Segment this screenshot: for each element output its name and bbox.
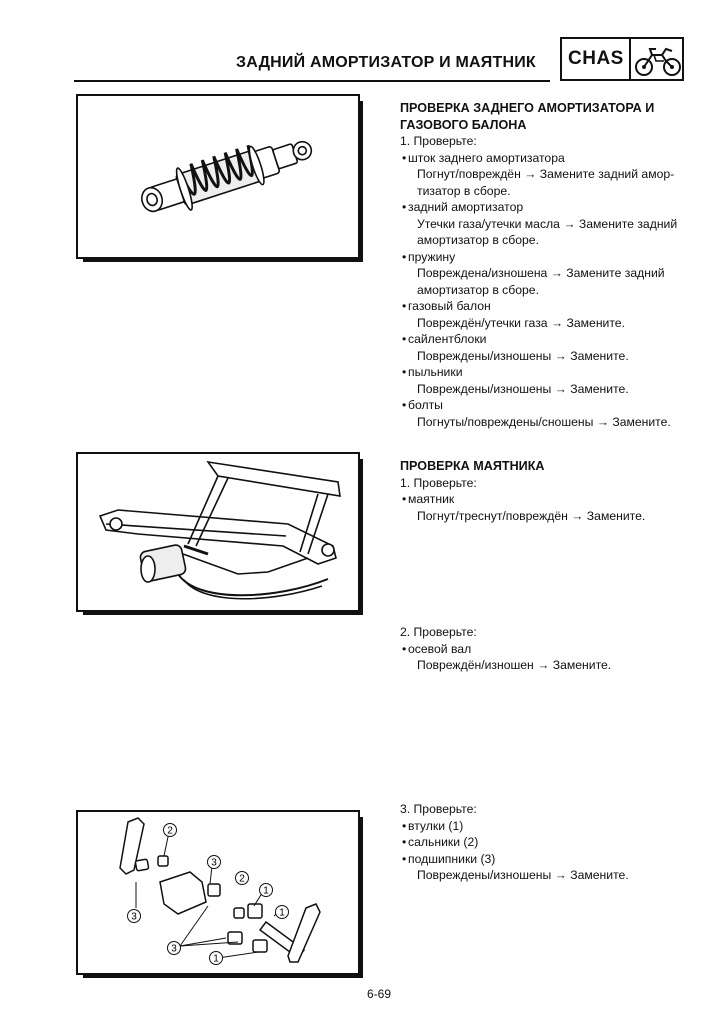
pivot-shaft-check [400,624,705,674]
section-heading: ПРОВЕРКА ЗАДНЕГО АМОРТИЗАТОРА И [400,101,655,115]
list-item-detail: Погнуты/повреждены/сношены → Замените. [417,414,671,429]
shock-absorber-figure [76,94,360,259]
list-item-detail: Погнут/повреждён → Замените задний амор- [417,167,675,181]
bushings-check [400,801,705,884]
callout-1-a: 1 [263,885,269,897]
badge-text: CHAS [568,48,624,69]
callout-2-b: 2 [239,873,245,885]
list-item-detail: Повреждены/изношены → Замените. [417,868,629,882]
list-item-bullet: • осевой вал [400,641,705,658]
section-badge [560,37,684,81]
callout-3-c: 3 [171,943,177,955]
swingarm-figure [76,452,360,612]
shock-inspection-section [400,100,705,430]
list-item-detail: Повреждён/изношен → Замените. [417,658,612,672]
page-number: 6-69 [367,987,392,1001]
section-heading: ПРОВЕРКА МАЯТНИКА [400,459,545,473]
motorcycle-icon [634,43,682,77]
list-item-detail: Повреждены/изношены → Замените. [417,348,629,363]
header-rule [74,80,550,82]
list-item-bullet: • подшипники (3) [400,851,705,868]
callout-1-c: 1 [213,953,219,965]
callout-2-a: 2 [167,825,173,837]
list-item-bullet: • пружину [400,249,705,266]
list-item-detail: Повреждены/изношены → Замените. [417,381,629,396]
list-item-bullet: • газовый балон [400,298,705,315]
step-label: 3. Проверьте: [400,802,477,816]
linkage-parts-figure [76,810,360,975]
linkage-parts-illustration [78,812,358,973]
callout-3-b: 3 [131,911,137,923]
step-label: 2. Проверьте: [400,625,477,639]
list-item-bullet: • задний амортизатор [400,199,705,216]
badge-divider [629,39,631,79]
callout-1-b: 1 [279,907,285,919]
swingarm-inspection-section [400,458,705,524]
callout-3-a: 3 [211,857,217,869]
step-label: 1. Проверьте: [400,134,477,148]
list-item-bullet: • пыльники [400,364,705,381]
list-item-detail: Погнут/треснут/повреждён → Замените. [417,508,646,523]
list-item-bullet: • шток заднего амортизатора [400,150,705,167]
list-item-detail: Повреждена/изношена → Замените задний [417,266,665,280]
shock-absorber-illustration [78,96,358,257]
step-label: 1. Проверьте: [400,475,477,490]
list-item-detail: Повреждён/утечки газа → Замените. [417,315,625,330]
list-item-bullet: • сальники (2) [400,834,705,851]
list-item-detail: амортизатор в сборе. [417,233,539,247]
section-heading-cont: ГАЗОВОГО БАЛОНА [400,117,527,132]
list-item-bullet: • маятник [400,491,705,508]
swingarm-illustration [78,454,358,610]
list-item-bullet: • сайлентблоки [400,331,705,348]
page-title: ЗАДНИЙ АМОРТИЗАТОР И МАЯТНИК [236,54,536,71]
list-item-bullet: • втулки (1) [400,818,705,835]
list-item-detail: Утечки газа/утечки масла → Замените задний [417,216,678,231]
list-item-detail: тизатор в сборе. [417,183,511,198]
list-item-detail: амортизатор в сборе. [417,282,539,297]
list-item-bullet: • болты [400,397,705,414]
